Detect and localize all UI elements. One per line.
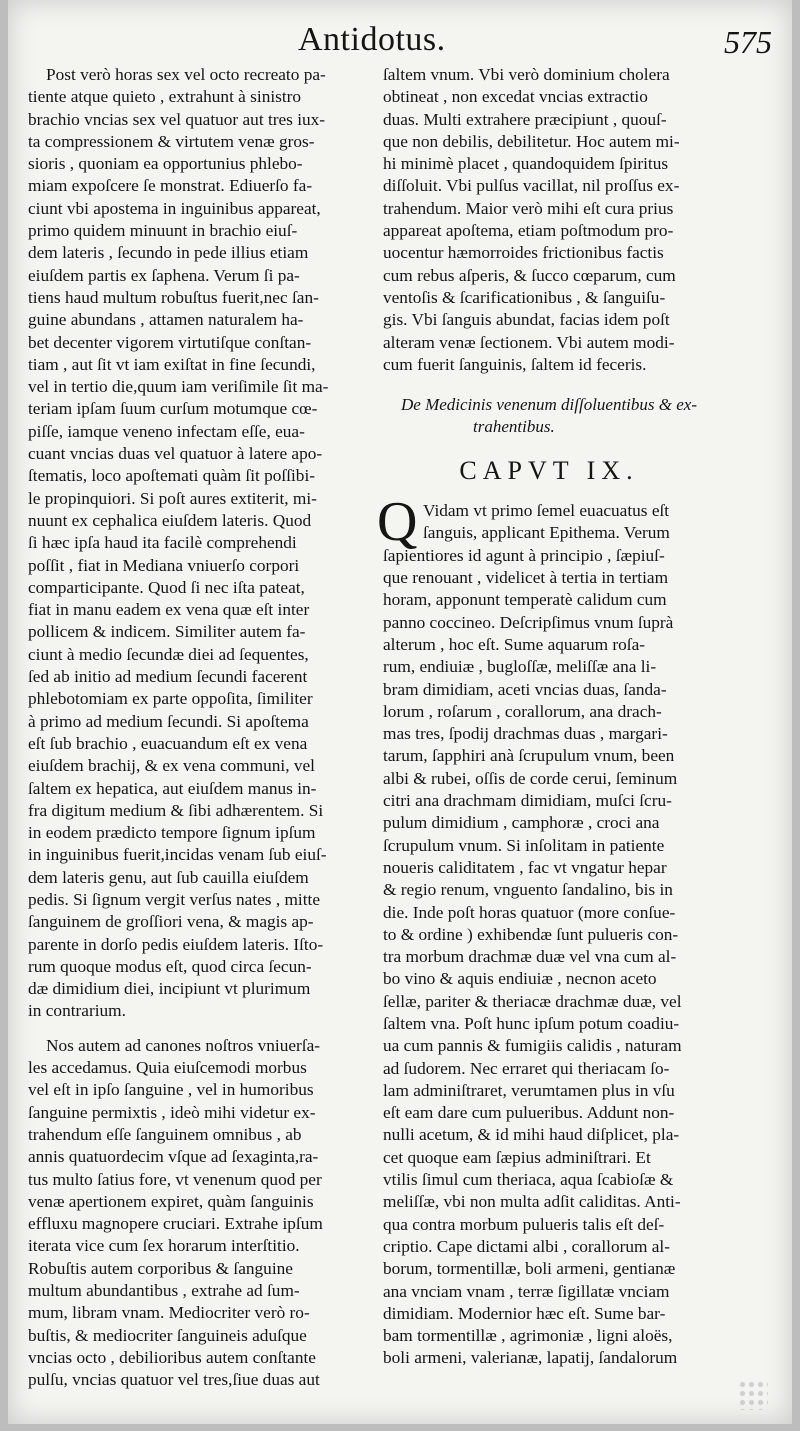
text-line-content: miam expoſcere ſe monstrat. Ediuerſo fa- [28,176,313,196]
text-line-content: comparticipante. Quod ſi nec iſta pateat, [28,577,305,597]
text-line [28,688,373,710]
text-line-content: à primo ad medium ſecundi. Si apoſtema [28,711,309,731]
text-line [28,1191,373,1213]
text-line-content: que renouant , videlicet à tertia in tertiam [383,568,669,588]
text-line-content: cum fuerit ſanguinis, ſaltem id feceris. [383,354,647,374]
text-line-content: ſaltem vnum. Vbi verò dominium cholera [383,65,670,84]
text-line-content: Nos autem ad canones noſtros vniuerſa- [46,1035,321,1055]
text-line-content: obtineat , non excedat vncias extractio [383,87,648,107]
text-line [383,1013,715,1035]
text-line-content: horam, apponunt temperatè calidum cum [383,590,667,610]
text-line [383,589,715,611]
text-line-content: tiam , aut ſit vt iam exiſtat in fine ſecundi, [28,354,316,374]
text-line-content: boli armeni, valerianæ, lapatij, ſandalorum [383,1348,678,1368]
text-line-content: fiat in manu eadem ex vena quæ eſt inter [28,600,310,620]
text-line [28,309,373,331]
text-line-content: tiens haud multum robuſtus fuerit,nec ſan- [28,287,319,307]
text-line [383,153,715,175]
text-line [28,644,373,666]
text-line [383,1236,715,1258]
text-line-content: le propinquiori. Si poſt aures extiterit, mi- [28,488,317,508]
text-line [28,153,373,175]
text-line-content: vtilis ſimul cum theriaca, aqua ſcabioſæ & [383,1170,674,1190]
text-line [383,879,715,901]
text-line-content: dem lateris , ſecundo in pede illius etiam [28,243,309,263]
text-line-content: ſanguine permixtis , ideò mihi videtur ex- [28,1102,316,1122]
text-line-content: eſt eam dare cum pulueribus. Addunt non- [383,1103,675,1123]
text-line-content: qua contra morbum pulueris talis eſt deſ- [383,1214,665,1234]
text-line [28,778,373,800]
text-line-content: gis. Vbi ſanguis abundat, facias idem poſt [383,310,670,330]
text-line [383,991,715,1013]
text-line [383,1347,715,1369]
text-line [28,465,373,487]
text-line [28,911,373,933]
text-line [28,1213,373,1235]
text-line-content: borum, tormentillæ, boli armeni, gentianæ [383,1259,676,1279]
page-number: 575 [724,24,772,60]
text-line [28,488,373,510]
text-line [28,510,373,532]
text-line [383,1035,715,1057]
text-line-content: annis quatuordecim vſque ad ſexaginta,ra- [28,1147,319,1167]
text-line [28,1146,373,1168]
text-line-content: rum quoque modus eſt, quod circa ſecun- [28,956,312,976]
text-line-content: nulli acetum, & id mihi haud diſplicet, pla- [383,1125,680,1145]
text-line [28,577,373,599]
text-line-content: pulum dimidium , camphoræ , croci ana [383,813,660,833]
text-line [383,902,715,924]
running-title: Antidotus. [298,21,446,58]
text-line-content: pulſu, vncias quatuor vel tres,ſiue duas aut [28,1370,320,1390]
text-line-content: die. Inde poſt horas quatuor (more conſue- [383,902,676,922]
text-line [383,812,715,834]
text-line [28,711,373,733]
text-line [28,822,373,844]
text-line-content: cuant vncias duas vel quatuor à latere apo- [28,444,323,464]
text-line [28,1280,373,1302]
text-line [383,332,715,354]
text-line [28,666,373,688]
text-line [28,1235,373,1257]
text-line-content: in contrarium. [28,1001,126,1021]
text-line [28,443,373,465]
text-line [383,1124,715,1146]
text-line [383,198,715,220]
chapter-title: CAPVT IX. [459,456,639,486]
text-line [383,723,715,745]
text-line [28,1325,373,1347]
text-line-content: venæ apertionem expiret, quàm ſanguinis [28,1191,314,1211]
text-line-content: bram dimidiam, aceti vncias duas, ſanda- [383,679,667,699]
paragraph-gap [28,1023,373,1035]
text-line [28,1124,373,1146]
text-line [28,1302,373,1324]
text-line-content: mum, libram vnam. Mediocriter verò ro- [28,1303,310,1323]
text-line-content: appareat apoſtema, etiam poſtmodum pro- [383,221,674,241]
text-line-content: panno coccineo. Deſcripſimus vnum ſuprà [383,612,674,632]
text-line [383,309,715,331]
text-line [383,1214,715,1236]
text-line [28,1347,373,1369]
text-line [383,175,715,197]
text-line-content: buſtis, & mediocriter ſanguineis aduſque [28,1325,307,1345]
text-line-content: iterata vice cum ſex horarum interſtitio. [28,1236,300,1256]
text-line-content: eiuſdem brachij, & ex vena communi, vel [28,756,315,776]
text-line [28,220,373,242]
text-line-content: ſellæ, pariter & theriacæ drachmæ duæ, vel [383,991,682,1011]
section-heading [383,394,715,438]
right-column [377,64,715,1370]
left-column [28,64,373,1392]
text-line-content: parente in dorſo pedis eiuſdem lateris. Iſto- [28,934,324,954]
drop-cap-letter: Q [377,491,418,554]
text-line [383,522,715,544]
text-line-content: pollicem & indicem. Similiter autem fa- [28,622,306,642]
text-line [383,86,715,108]
text-line-content: ſapientiores id agunt à principio , ſæpiuſ- [383,545,665,565]
text-line-content: bet decenter vigorem virtutiſque conſtan- [28,332,312,352]
section-heading-line-1: De Medicinis venenum diſſoluentibus & ex- [401,395,697,415]
text-line-content: noueris caliditatem , fac vt vngatur hepar [383,857,667,877]
text-line [28,1000,373,1022]
text-line-content: tus multo ſatius fore, vt venenum quod per [28,1169,322,1189]
text-line-content: dæ dimidium diei, incipiunt vt plurimum [28,979,311,999]
text-line [28,242,373,264]
text-line [383,265,715,287]
text-line-content: dimidiam. Modernior hæc eſt. Sume bar- [383,1303,666,1323]
text-line-content: vncias octo , debilioribus autem conſtante [28,1347,316,1367]
text-line-content: ſaltem vna. Poſt hunc ipſum potum coadiu- [383,1013,680,1033]
text-line-content: Vidam vt primo ſemel euacuatus eſt [423,501,670,521]
text-line-content: trahendum. Maior verò mihi eſt cura prius [383,198,674,218]
text-line-content: tra morbum drachmæ duæ vel vna cum al- [383,947,677,967]
text-line-content: ſed ab initio ad medium ſecundi facerent [28,667,308,687]
section-heading-line-2: trahentibus. [473,417,555,437]
text-line-content: albi & rubei, oſſis de corde cerui, ſeminum [383,768,678,788]
book-page [8,0,792,1424]
text-line-content: ſtematis, loco apoſtemati quàm ſit poſſibi- [28,466,316,486]
text-line [28,755,373,777]
text-line [383,1281,715,1303]
text-line [383,745,715,767]
text-line-content: to & ordine ) exhibendæ ſunt pulueris con- [383,924,679,944]
text-line-content: multum abundantibus , extrahe ad ſum- [28,1281,300,1301]
text-line [28,86,373,108]
text-line [28,64,373,86]
text-line-content: nuunt ex cephalica eiuſdem lateris. Quod [28,510,312,530]
text-line [28,800,373,822]
text-line [28,733,373,755]
text-line [383,1080,715,1102]
text-line [28,198,373,220]
text-line [383,1169,715,1191]
text-line [383,567,715,589]
text-line [383,701,715,723]
text-line-content: ſcrupulum vnum. Si inſolitam in patiente [383,835,665,855]
text-line-content: rum, endiuiæ , bugloſſæ, meliſſæ ana li- [383,657,657,677]
text-line [28,287,373,309]
text-line-content: alterum , hoc eſt. Sume aquarum roſa- [383,634,646,654]
text-line-content: tarum, ſapphiri anà ſcrupulum vnum, been [383,746,675,766]
text-line-content: ua cum pannis & fumigiis calidis , naturam [383,1036,682,1056]
text-line-content: lam adminiſtraret, verumtamen plus in vſu [383,1080,675,1100]
text-line [28,265,373,287]
text-line [383,656,715,678]
text-line-content: ſaltem ex hepatica, aut eiuſdem manus in- [28,778,317,798]
text-line-content: fra digitum medium & ſibi adhærentem. Si [28,800,324,820]
text-line [28,131,373,153]
text-line [383,768,715,790]
text-line-content: ſanguinem de groſſiori vena, & magis ap- [28,912,314,932]
text-line [383,946,715,968]
text-line-content: duas. Multi extrahere præcipiunt , quouſ- [383,109,667,129]
text-line [383,790,715,812]
text-line-content: cum rebus aſperis, & ſucco cœparum, cum [383,265,676,285]
text-line [28,934,373,956]
text-line-content: in inguinibus fuerit,incidas venam ſub eiuſ- [28,845,327,865]
text-line-content: tiente atque quieto , extrahunt à sinistro [28,87,302,107]
text-line [28,175,373,197]
text-line [383,835,715,857]
text-line-content: bo vino & aquis endiuiæ , necnon aceto [383,969,657,989]
text-line [383,109,715,131]
text-line [28,599,373,621]
text-line-content: diſſoluit. Vbi pulſus vacillat, nil proſſus ex- [383,176,680,196]
text-line-content: alteram venæ ſectionem. Vbi autem modi- [383,332,675,352]
text-line-content: ta compressionem & virtutem venæ gros- [28,131,315,151]
text-line-content: ventoſis & ſcarificationibus , & ſanguiſu- [383,287,666,307]
text-line-content: eiuſdem partis ex ſaphena. Verum ſi pa- [28,265,300,285]
text-line [28,1035,373,1057]
text-line-content: ana vnciam vnam , terræ ſigillatæ vnciam [383,1281,670,1301]
text-line [28,354,373,376]
text-line-content: que non debilis, debilitetur. Hoc autem mi- [383,131,680,151]
right-column-top-text [383,64,715,376]
text-line-content: ciunt à medio ſecundæ diei ad ſequentes, [28,644,309,664]
text-line-content: piſſe, iamque veneno infectam eſſe, eua- [28,421,305,441]
text-line-content: brachio vncias sex vel quatuor aut tres iux- [28,109,326,129]
text-line-content: trahendum eſſe ſanguinem omnibus , ab [28,1124,302,1144]
text-line [383,220,715,242]
text-line [28,1369,373,1391]
text-line [28,532,373,554]
text-line-content: pedis. Si ſignum vergit verſus nates , mitte [28,889,320,909]
text-line-content: effluxu magnopere cruciari. Extrahe ipſum [28,1214,323,1234]
text-line-content: lorum , roſarum , corallorum, ana drach- [383,701,662,721]
text-line-content: citri ana drachmam dimidiam, muſci ſcru- [383,791,672,811]
text-line-content: bam tormentillæ , agrimoniæ , ligni aloës, [383,1326,673,1346]
text-line [383,679,715,701]
text-line-content: phlebotomiam ex parte oppoſita, ſimiliter [28,689,313,709]
text-line-content: cet quoque eam ſæpius adminiſtrari. Et [383,1147,651,1167]
text-line [28,1102,373,1124]
text-line-content: dem lateris genu, aut ſub cauilla eiuſdem [28,867,309,887]
text-line [28,421,373,443]
text-line [383,287,715,309]
text-line-content: eſt ſub brachio , euacuandum eſt ex vena [28,733,308,753]
text-line [383,634,715,656]
text-line-content: teriam ipſam ſuum curſum motumque cœ- [28,399,318,419]
text-line [383,857,715,879]
text-line-content: sioris , quoniam ea opportunius phlebo- [28,154,303,174]
text-line [28,889,373,911]
text-line-content: ciunt vbi apostema in inguinibus appareat, [28,198,321,218]
text-line-content: meliſſæ, vbi non multa adſit caliditas. Anti- [383,1192,681,1212]
text-line [28,1079,373,1101]
text-line-content: & regio renum, vnguento ſandalino, bis in [383,880,673,900]
text-line [383,1058,715,1080]
text-line [383,64,715,86]
text-line-content: ad ſudorem. Nec erraret qui theriacam ſo- [383,1058,670,1078]
text-line [383,1191,715,1213]
text-line-content: hi minimè placet , quandoquidem ſpiritus [383,154,669,174]
text-line [383,1325,715,1347]
right-column-body-text [377,491,715,1370]
text-line-content: poſſit , fiat in Mediana vniuerſo corpori [28,555,300,575]
text-line [383,131,715,153]
text-line-content: criptio. Cape dictami albi , corallorum al- [383,1236,670,1256]
text-line-content: ſanguis, applicant Epithema. Verum [423,523,670,543]
text-line [28,956,373,978]
text-line [383,1147,715,1169]
text-line [383,968,715,990]
text-line [383,545,715,567]
text-line [383,242,715,264]
text-line [383,354,715,376]
text-line-content: uocentur hæmorroides frictionibus factis [383,243,664,263]
text-line-content: Post verò horas sex vel octo recreato pa- [46,65,326,84]
text-line [28,867,373,889]
text-line [28,109,373,131]
text-line [28,621,373,643]
text-line [383,612,715,634]
text-line-content: primo quidem minuunt in brachio eiuſ- [28,221,298,241]
text-line-content: mas tres, ſpodij drachmas duas , margari- [383,724,668,744]
text-line-content: guine abundans , attamen naturalem ha- [28,310,304,330]
text-line [28,844,373,866]
text-line [28,555,373,577]
text-line-content: vel eſt in ipſo ſanguine , vel in humoribus [28,1080,314,1100]
text-line-content: ſi hæc ipſa haud ita facilè comprehendi [28,533,297,553]
text-line [383,1102,715,1124]
text-line [28,1258,373,1280]
paper-specks [738,1380,768,1410]
text-line-content: vel in tertio die,quum iam veriſimile ſit ma- [28,377,329,397]
text-line [28,376,373,398]
text-line-content: Robuſtis autem corporibus & ſanguine [28,1258,293,1278]
text-line [28,398,373,420]
text-line [28,332,373,354]
text-line-content: les accedamus. Quia eiuſcemodi morbus [28,1058,307,1078]
text-line [383,924,715,946]
text-line [28,1057,373,1079]
text-line [383,1303,715,1325]
text-line-content: in eodem prædicto tempore ſignum ipſum [28,823,316,843]
text-line [28,978,373,1000]
text-line [28,1169,373,1191]
text-line [383,1258,715,1280]
